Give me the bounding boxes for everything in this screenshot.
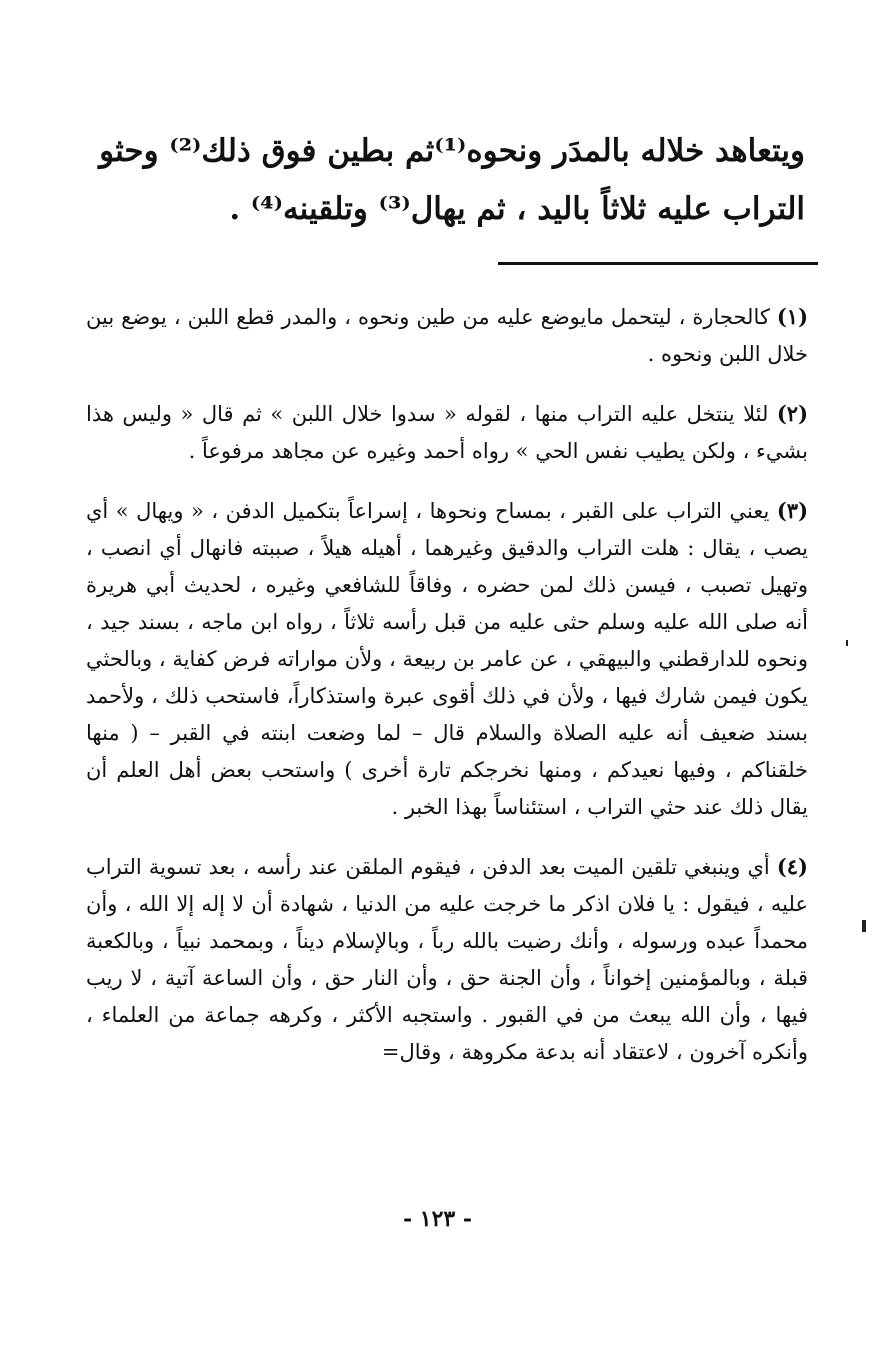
footnote-number: (١) xyxy=(776,304,808,329)
footnote-2 xyxy=(86,395,808,470)
footnote-1 xyxy=(86,298,808,373)
footnote-text: لئلا ينتخل عليه التراب منها ، لقوله « سدوا خلال اللبن » ثم قال « وليس هذا بشيء ، ولكن يطيب نفس الحي » رواه أحمد وغيره عن مجاهد مرفوعاً . xyxy=(86,402,808,463)
scan-speck xyxy=(846,640,848,646)
footnotes-section xyxy=(86,298,808,1093)
footnote-text: أي وينبغي تلقين الميت بعد الدفن ، فيقوم الملقن عند رأسه ، بعد تسوية التراب عليه ، فيقول : يا فلان اذكر ما خرجت عليه من الدنيا ، شهادة أن لا إله إلا الله ، وأن محمداً عبده ورسوله ، وأنك رضيت بالله رباً ، وبالإسلام ديناً ، وبمحمد نبياً ، وبالكعبة قبلة ، وبالمؤمنين إخواناً ، وأن الجنة حق ، وأن النار حق ، وأن الساعة آتية ، لا ريب فيها ، وأن الله يبعث من في القبور . واستجبه الأكثر ، وكرهه جماعة من العلماء ، وأنكره آخرون ، لاعتقاد أنه بدعة مكروهة ، وقال= xyxy=(86,855,808,1064)
main-text-line-2: التراب عليه ثلاثاً باليد ، ثم يهال⁽³⁾ وتلقينه⁽⁴⁾ . xyxy=(229,191,805,227)
page-number: - ١٢٣ - xyxy=(402,1206,473,1232)
scan-speck xyxy=(862,920,866,932)
footnote-number: (٢) xyxy=(776,401,808,426)
footnote-divider xyxy=(498,262,818,265)
footnote-number: (٣) xyxy=(776,498,808,523)
footnote-number: (٤) xyxy=(776,854,808,879)
main-text xyxy=(80,122,805,238)
footnote-text: كالحجارة ، ليتحمل مايوضع عليه من طين ونحوه ، والمدر قطع اللبن ، يوضع بين خلال اللبن ونحوه . xyxy=(86,305,808,366)
footnote-text: يعني التراب على القبر ، بمساح ونحوها ، إسراعاً بتكميل الدفن ، « ويهال » أي يصب ، يقال : هلت التراب والدقيق وغيرهما ، أهيله هيلاً ، صببته فانهال أي انصب ، وتهيل تصبب ، فيسن ذلك لمن حضره ، وفاقاً للشافعي وغيره ، لحديث أبي هريرة أنه صلى الله عليه وسلم حثى عليه من قبل رأسه ثلاثاً ، رواه ابن ماجه ، بسند جيد ، ونحوه للدارقطني والبيهقي ، عن عامر بن ربيعة ، ولأن مواراته فرض كفاية ، وبالحثي يكون فيمن شارك فيها ، ولأن في ذلك أقوى عبرة واستذكاراً، فاستحب ذلك ، ولأحمد بسند ضعيف أنه عليه الصلاة والسلام قال – لما وضعت ابنته في القبر – ( منها خلقناكم ، وفيها نعيدكم ، ومنها نخرجكم تارة أخرى ) واستحب بعض أهل العلم أن يقال ذلك عند حثي التراب ، استئناساً بهذا الخبر . xyxy=(86,499,808,819)
footnote-3 xyxy=(86,492,808,826)
footnote-4 xyxy=(86,848,808,1071)
main-text-line-1: ويتعاهد خلاله بالمدَر ونحوه⁽¹⁾ثم بطين فوق ذلك⁽²⁾ وحثو xyxy=(99,133,805,169)
